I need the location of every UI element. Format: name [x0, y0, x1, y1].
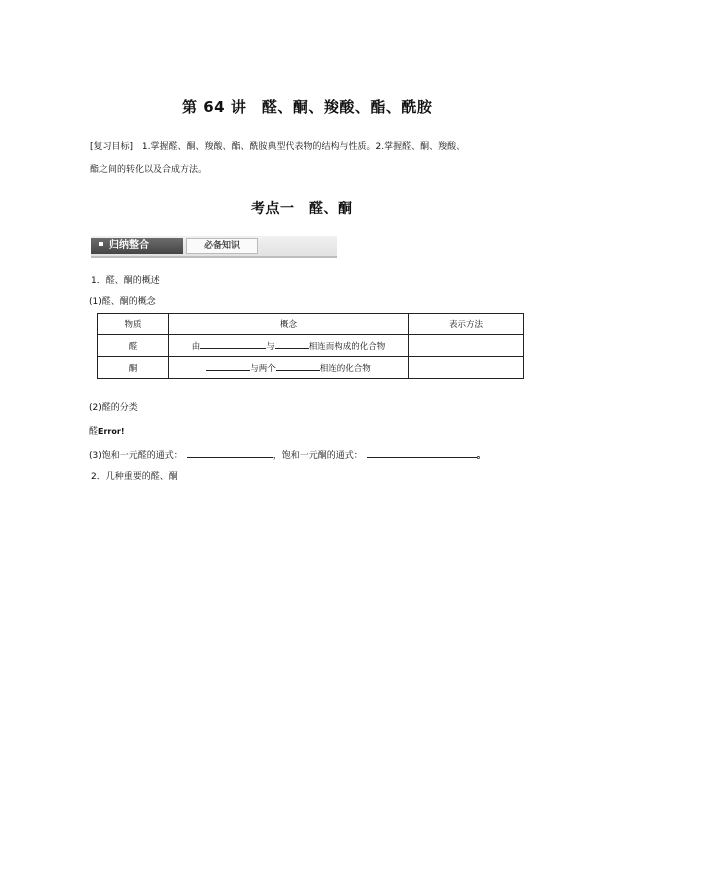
banner-light-tab: 必备知识 [186, 238, 258, 254]
item-2-heading: 2．几种重要的醛、酮 [91, 472, 178, 482]
review-goal [90, 136, 550, 182]
table-row [98, 335, 524, 357]
concept-text: 相连的化合物 [319, 363, 371, 374]
section-title: 考点一 醛、酮 [251, 201, 353, 217]
table-row [98, 357, 524, 379]
banner-dark-tab [91, 238, 183, 254]
blank-line[interactable] [206, 362, 250, 371]
cell-substance: 酮 [98, 357, 169, 379]
sub3-end: 。 [476, 451, 486, 461]
blank-line[interactable] [276, 362, 320, 371]
classify-prefix: 醛 [89, 427, 99, 437]
concept-text: 与两个 [250, 363, 276, 374]
item-1-sub-2: (2)醛的分类 [89, 403, 138, 413]
cell-substance: 醛 [98, 335, 169, 357]
item-1-heading: 1．醛、酮的概述 [91, 276, 160, 286]
page-title: 第 64 讲 醛、酮、羧酸、酯、酰胺 [182, 98, 433, 116]
header-representation: 表示方法 [409, 314, 524, 335]
banner-dark-label: 归纳整合 [109, 240, 149, 251]
concept-table [97, 313, 524, 379]
header-substance: 物质 [98, 314, 169, 335]
header-concept: 概念 [169, 314, 409, 335]
blank-line[interactable] [275, 340, 309, 349]
review-goal-line1 [90, 136, 550, 159]
cell-concept [169, 357, 409, 379]
concept-text: 相连而构成的化合物 [308, 341, 386, 352]
blank-line[interactable] [367, 449, 477, 458]
cell-concept [169, 335, 409, 357]
error-text: Error! [98, 427, 125, 436]
sub3-text-b: ，饱和一元酮的通式： [272, 451, 363, 461]
concept-text: 与 [266, 341, 275, 352]
review-goal-label: [复习目标] [90, 142, 134, 152]
cell-representation[interactable] [409, 357, 524, 379]
review-goal-text1: 1.掌握醛、酮、羧酸、酯、酰胺典型代表物的结构与性质。2.掌握醛、酮、羧酸、 [141, 142, 466, 152]
item-1-sub-3 [89, 448, 486, 461]
cell-representation[interactable] [409, 335, 524, 357]
item-1-sub-1: (1)醛、酮的概念 [89, 297, 156, 307]
sub3-text-a: (3)饱和一元醛的通式： [89, 451, 183, 461]
review-goal-line2: 酯之间的转化以及合成方法。 [90, 165, 208, 175]
concept-text: 由 [191, 341, 201, 352]
square-bullet-icon [99, 242, 103, 246]
blank-line[interactable] [200, 340, 266, 349]
blank-line[interactable] [187, 449, 273, 458]
section-banner [91, 236, 337, 258]
table-header-row [98, 314, 524, 335]
aldehyde-classification [89, 424, 124, 437]
